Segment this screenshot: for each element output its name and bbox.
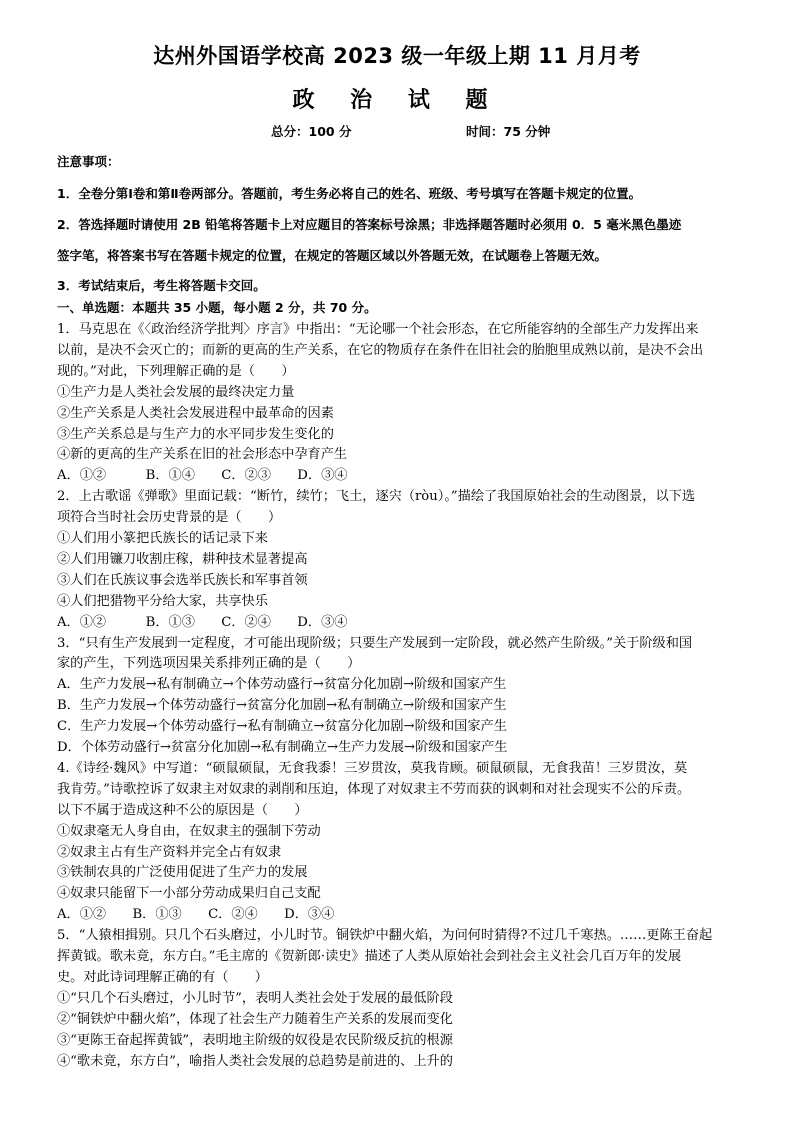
question-line: ②奴隶主占有生产资料并完全占有奴隶	[57, 844, 282, 860]
question-line: ②“铜铁炉中翻火焰”，体现了社会生产力随着生产关系的发展而变化	[57, 1011, 453, 1027]
question-line: ④人们把猎物平分给大家，共享快乐	[57, 593, 268, 609]
total-score: 总分：100 分	[271, 124, 352, 139]
subject-title: 政 治 试 题	[292, 88, 502, 113]
question-line: A．①② B．①③ C．②④ D．③④	[57, 614, 348, 630]
question-line: ①“只几个石头磨过，小儿时节”，表明人类社会处于发展的最低阶段	[57, 990, 453, 1006]
exam-time: 时间：75 分钟	[466, 124, 551, 139]
note-3: 3．考试结束后，考生将答题卡交回。	[57, 278, 266, 293]
question-line: 以下不属于造成这种不公的原因是（ ）	[57, 802, 308, 818]
question-line: ③铁制农具的广泛使用促进了生产力的发展	[57, 865, 308, 881]
question-line: ①生产力是人类社会发展的最终决定力量	[57, 384, 295, 400]
question-line: 3．“只有生产发展到一定程度，才可能出现阶级；只要生产发展到一定阶段，就必然产生阶级。”关于阶级和国	[57, 635, 693, 651]
question-line: ①人们用小篆把氏族长的话记录下来	[57, 531, 268, 546]
question-line: ④新的更高的生产关系在旧的社会形态中孕育产生	[57, 447, 348, 463]
question-line: A．①② B．①④ C．②③ D．③④	[57, 468, 348, 484]
question-line: ④奴隶只能留下一小部分劳动成果归自己支配	[57, 886, 321, 902]
section-heading: 一、单选题：本题共 35 小题，每小题 2 分，共 70 分。	[57, 300, 377, 315]
exam-title: 达州外国语学校高 2023 级一年级上期 11 月月考	[153, 44, 641, 68]
question-line: 5．“人猿相揖别。只几个石头磨过，小儿时节。铜铁炉中翻火焰，为问何时猜得?不过几千寒热。……更陈王奋起	[57, 928, 713, 944]
note-2b: 签字笔，将答案书写在答题卡规定的位置，在规定的答题区域以外答题无效，在试题卷上答题无效。	[57, 248, 608, 263]
question-line: ②人们用镰刀收割庄稼，耕种技术显著提高	[57, 551, 308, 567]
question-line: 1．马克思在《〈政治经济学批判〉序言》中指出：“无论哪一个社会形态，在它所能容纳的全部生产力发挥出来	[57, 322, 699, 337]
question-line: 现的。”对此，下列理解正确的是（ ）	[57, 363, 295, 379]
question-line: D．个体劳动盛行→贫富分化加剧→私有制确立→生产力发展→阶级和国家产生	[57, 740, 508, 755]
note-1: 1．全卷分第Ⅰ卷和第Ⅱ卷两部分。答题前，考生务必将自己的姓名、班级、考号填写在答题卡规定的位置。	[57, 186, 642, 201]
question-line: C．生产力发展→个体劳动盛行→私有制确立→贫富分化加剧→阶级和国家产生	[57, 719, 507, 735]
question-line: 史。对此诗词理解正确的有（ ）	[57, 969, 268, 985]
question-line: A．①② B．①③ C．②④ D．③④	[57, 907, 335, 923]
question-line: B．生产力发展→个体劳动盛行→贫富分化加剧→私有制确立→阶级和国家产生	[57, 698, 507, 714]
question-line: 4.《诗经·魏风》中写道：“硕鼠硕鼠，无食我黍！三岁贯汝，莫我肯顾。硕鼠硕鼠，无食我苗！三岁贯汝，莫	[57, 760, 688, 776]
question-line: 2．上古歌谣《弹歌》里面记载：“断竹，续竹；飞土，逐宍（ròu）。”描绘了我国原始社会的生动图景，以下选	[57, 489, 696, 505]
notes-heading: 注意事项：	[57, 154, 120, 169]
question-line: ④“歌未竟，东方白”，喻指人类社会发展的总趋势是前进的、上升的	[57, 1053, 453, 1069]
question-line: ②生产关系是人类社会发展进程中最革命的因素	[57, 405, 334, 421]
question-line: 以前，是决不会灭亡的；而新的更高的生产关系，在它的物质存在条件在旧社会的胎胞里成熟以前，是决不会出	[57, 342, 704, 358]
question-line: A．生产力发展→私有制确立→个体劳动盛行→贫富分化加剧→阶级和国家产生	[57, 677, 507, 693]
question-line: ①奴隶毫无人身自由，在奴隶主的强制下劳动	[57, 823, 321, 839]
note-2a: 2．答选择题时请使用 2B 铅笔将答题卡上对应题目的答案标号涂黑；非选择题答题时必须用 0．5 毫米黑色墨迹	[57, 217, 682, 232]
question-line: 项符合当时社会历史背景的是（ ）	[57, 510, 282, 526]
question-line: ③生产关系总是与生产力的水平同步发生变化的	[57, 426, 334, 442]
question-line: 挥黄钺。歌未竟，东方白。”毛主席的《贺新郎·读史》描述了人类从原始社会到社会主义社会几百万年的发展	[57, 949, 682, 964]
question-line: 我肯劳。”诗歌控诉了奴隶主对奴隶的剥削和压迫，体现了对奴隶主不劳而获的讽刺和对社会现实不公的斥责。	[57, 781, 691, 797]
question-line: 家的产生，下列选项因果关系排列正确的是（ ）	[57, 656, 361, 672]
question-line: ③“更陈王奋起挥黄钺”，表明地主阶级的奴役是农民阶级反抗的根源	[57, 1032, 453, 1048]
question-line: ③人们在氏族议事会选举氏族长和军事首领	[57, 572, 308, 588]
